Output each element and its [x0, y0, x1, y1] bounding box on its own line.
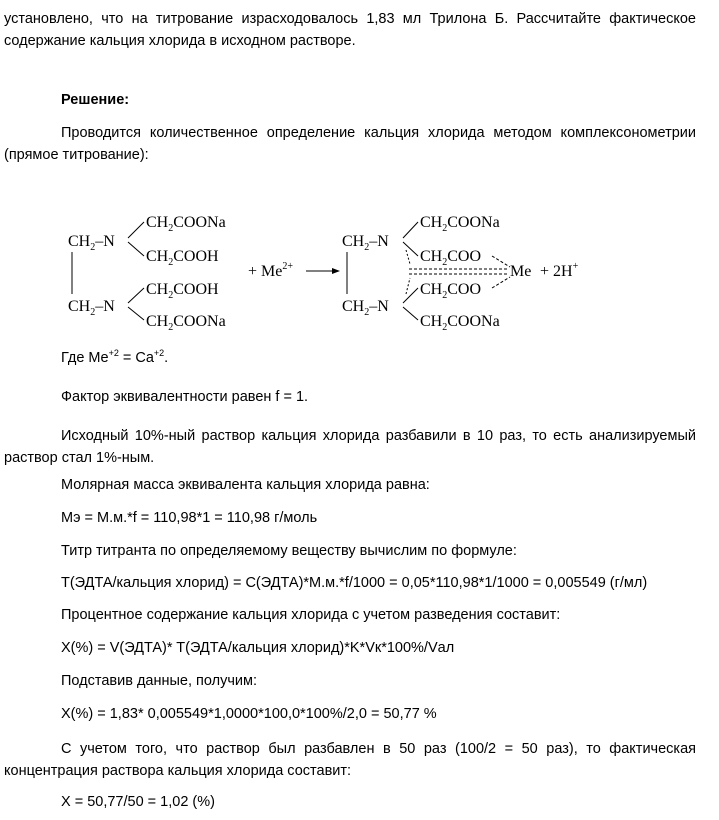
right-bond-1: [403, 222, 418, 238]
left-bond-3: [128, 288, 144, 303]
left-bond-4: [128, 307, 144, 320]
dilution-paragraph: Исходный 10%-ный раствор кальция хлорида разбавили в 10 раз, то есть анализируемый раствор стал 1%-ным.: [4, 428, 696, 466]
reaction-arrow-head: [332, 268, 340, 274]
n-coordination-top: [406, 250, 410, 264]
where-line: Где $Me^{+2} = Ca^{+2}$.: [61, 348, 169, 366]
left-branch-3: $CH_2COOH$: [146, 281, 219, 301]
left-bond-1: [128, 222, 144, 238]
intro-paragraph: установлено, что на титрование израсходовалось 1,83 мл Трилона Б. Рассчитайте фактическое содержание кальция хлорида в исходном растворе.: [4, 11, 696, 49]
right-bond-4: [403, 307, 418, 320]
right-branch-1: $CH_2COONa$: [420, 214, 500, 234]
left-branch-4: $CH_2COONa$: [146, 313, 226, 333]
left-ch2-top: $CH_2-N$: [68, 233, 115, 253]
left-branch-2: $CH_2COOH$: [146, 248, 219, 268]
molar-formula: Mэ = М.м.*f = 110,98*1 = 110,98 г/моль: [61, 510, 318, 526]
carboxylate-bond-bottom: [492, 277, 510, 288]
right-metal: Me: [510, 263, 532, 280]
right-branch-3: $CH_2COO$: [420, 281, 482, 301]
right-ch2-bottom: $CH_2-N$: [342, 298, 389, 318]
edta-reaction-formula: [60, 200, 620, 340]
substitute-label: Подставив данные, получим:: [61, 673, 257, 689]
n-coordination-bottom: [406, 278, 410, 294]
final-formula: X = 50,77/50 = 1,02 (%): [61, 794, 215, 810]
titer-formula: Т(ЭДТА/кальция хлорид) = С(ЭДТА)*М.м.*f/1000 = 0,05*110,98*1/1000 = 0,005549 (г/мл): [61, 575, 648, 591]
substitute-formula: X(%) = 1,83* 0,005549*1,0000*100,0*100%/2,0 = 50,77 %: [61, 706, 437, 722]
titer-label: Титр титранта по определяемому веществу вычислим по формуле:: [61, 543, 517, 559]
plus-metal-ion: + $Me^{2+}$: [248, 261, 293, 280]
left-branch-1: $CH_2COONa$: [146, 214, 226, 234]
final-paragraph: С учетом того, что раствор был разбавлен в 50 раз (100/2 = 50 раз), то фактическая концентрация раствора кальция хлорида составит:: [4, 741, 696, 779]
solution-heading: Решение:: [61, 92, 130, 108]
method-paragraph: Проводится количественное определение кальция хлорида методом комплексонометрии (прямое титрование):: [4, 125, 696, 163]
carboxylate-bond-top: [492, 256, 510, 267]
factor-line: Фактор эквивалентности равен f = 1.: [61, 389, 309, 405]
percent-formula: X(%) = V(ЭДТА)* T(ЭДТА/кальция хлорид)*K*Vк*100%/Vал: [61, 640, 455, 656]
right-bond-3: [403, 288, 418, 303]
molar-label: Молярная масса эквивалента кальция хлорида равна:: [61, 477, 430, 493]
right-branch-2: $CH_2COO$: [420, 248, 482, 268]
right-ch2-top: $CH_2-N$: [342, 233, 389, 253]
plus-protons: + 2H+: [540, 261, 579, 280]
left-bond-2: [128, 242, 144, 256]
left-ch2-bottom: $CH_2-N$: [68, 298, 115, 318]
right-branch-4: $CH_2COONa$: [420, 313, 500, 333]
percent-label: Процентное содержание кальция хлорида с учетом разведения составит:: [61, 607, 561, 623]
right-bond-2: [403, 242, 418, 256]
